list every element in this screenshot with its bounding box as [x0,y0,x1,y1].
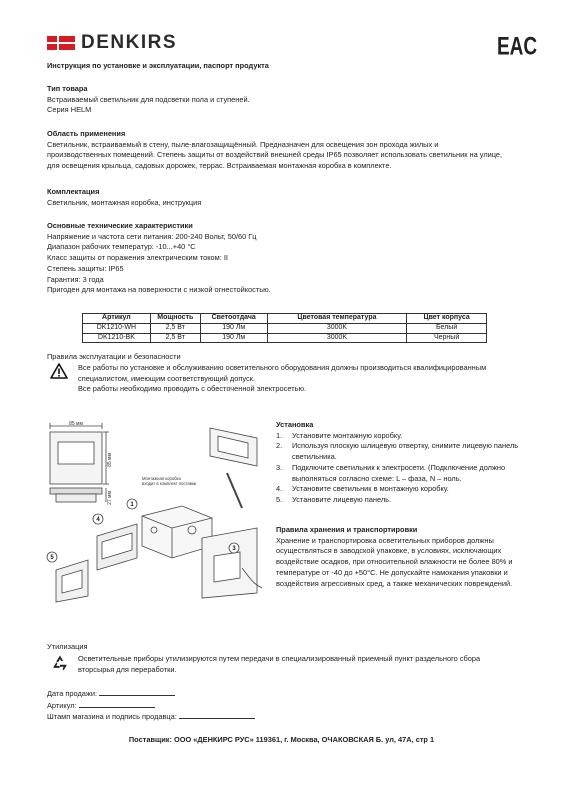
table-cell: DK1210-WH [83,323,151,333]
text-line: Хранение и транспортировка осветительных приборов должны [276,535,494,545]
spec-line: Пригоден для монтажа на поверхности с низкой огнестойкостью. [47,285,271,295]
brand-logo [47,33,177,53]
list-item: 1. Установите монтажную коробку. [276,430,403,440]
text-line: вторсырья для переработки. [78,664,177,674]
install-section [276,420,546,506]
table-cell: 190 Лм [200,333,267,343]
text-line: воздействие осадков, при относительной влажности не более 80% и [276,557,513,567]
safety-text [78,363,538,395]
table-row [83,333,487,343]
step-label: 3 [232,546,236,552]
kit-section [47,187,527,208]
install-steps [276,431,546,506]
supplier-footer: Поставщик: ООО «ДЕНКИРС РУС» 119361, г. Москва, ОЧАКОВСКАЯ Б. ул, 47А, стр 1 [128,735,435,744]
step-label: 1 [130,502,134,508]
text-line: температуре от -40 до +50°С. Не допускайте намокания упаковки и [276,567,508,577]
brand-name: DENKIRS [81,32,178,54]
spec-table [82,313,487,343]
table-row [83,323,487,333]
table-cell: DK1210-BK [83,333,151,343]
specs-section [47,221,527,296]
table-header: Артикул [83,314,151,324]
table-cell: 2,5 Вт [150,333,200,343]
sale-date-row: Дата продажи: [47,688,347,700]
dim-height-label: 85 мм [107,453,113,467]
installation-illustration [42,418,267,603]
text-line: осуществляться в заводской упаковке, в условиях, исключающих [276,546,502,556]
box-note: Монтажная коробка [142,476,181,481]
table-cell: 190 Лм [200,323,267,333]
section-heading: Установка [276,420,314,429]
spec-line: Напряжение и частота сети питания: 200-240 Вольт, 50/60 Гц [47,231,257,241]
list-item: 3. Подключите светильник к электросети. (Подключение должно выполняться согласно схеме: L – фаза, N – ноль. [276,462,506,483]
eac-mark: EAC [497,33,538,62]
stamp-field[interactable] [179,711,255,719]
table-cell: 2,5 Вт [150,323,200,333]
text-line: Серия HELM [47,105,92,115]
text-line: Все работы по установке и обслуживанию осветительного оборудования должны производиться квалифицированным [78,363,487,372]
application-section [47,129,547,172]
product-type-section [47,84,527,116]
safety-heading: Правила эксплуатации и безопасности [47,352,181,361]
text-line: Все работы необходимо проводить с обесточенной электросетью. [78,384,307,394]
text-line: Светильник, монтажная коробка, инструкция [47,197,202,207]
text-line: воздействия агрессивных сред, а также механических повреждений. [276,578,513,588]
step-label: 4 [96,517,100,523]
table-header: Цвет корпуса [407,314,487,324]
table-header: Светоотдача [200,314,267,324]
document-subtitle: Инструкция по установке и эксплуатации, паспорт продукта [47,61,269,70]
section-heading: Тип товара [47,84,88,93]
table-cell: Черный [407,333,487,343]
list-item: 5. Установите лицевую панель. [276,495,392,505]
article-row: Артикул: [47,700,347,712]
table-header: Цветовая температура [267,314,407,324]
dim-depth-label: 27 мм [107,491,113,505]
section-heading: Правила хранения и транспортировки [276,525,418,534]
text-line: Осветительные приборы утилизируются путем передачи в специализированный приемный пункт раздельного сбора [78,654,481,663]
signature-block [47,688,347,723]
stamp-row: Штамп магазина и подпись продавца: [47,711,347,723]
dim-width-label: 85 мм [69,421,83,427]
list-item: 2. Используя плоскую шлицевую отвертку, снимите лицевую панель светильника. [276,441,519,462]
text-line: Встраиваемый светильник для подсветки пола и ступеней. [47,94,250,104]
spec-line: Класс защиты от поражения электрическим током: II [47,253,228,263]
spec-line: Гарантия: 3 года [47,274,104,284]
step-label: 5 [50,555,54,561]
text-line: специалистом, имеющим соответствующий допуск. [78,373,255,383]
spec-line: Диапазон рабочих температур: -10...+40 °С [47,242,196,252]
disposal-heading: Утилизация [47,642,88,651]
recycle-icon [51,654,69,672]
box-note: входит в комплект поставки [142,481,197,486]
section-heading: Комплектация [47,187,100,196]
sale-date-field[interactable] [99,688,175,696]
table-header-row [83,314,487,324]
table-header: Мощность [150,314,200,324]
section-heading: Область применения [47,129,126,138]
section-heading: Основные технические характеристики [47,221,193,230]
article-field[interactable] [79,700,155,708]
text-line: производственных помещений. Степень защиты от воздействий внешней среды IP65 позволяет использовать светильник на улице, [47,150,503,160]
text-line: Светильник, встраиваемый в стену, пыле-влагозащищённый. Предназначен для освещения зон прохода жилых и [47,139,439,149]
flag-logo-icon [47,36,75,50]
table-cell: 3000K [267,333,407,343]
table-cell: Белый [407,323,487,333]
warning-icon [50,363,68,379]
disposal-text [78,654,548,675]
storage-section [276,525,546,589]
table-cell: 3000K [267,323,407,333]
text-line: для освещения крыльца, садовых дорожек, террас. Встраиваемая монтажная коробка в комплекте. [47,161,392,171]
spec-line: Степень защиты: IP65 [47,263,124,273]
list-item: 4. Установите светильник в монтажную коробку. [276,484,449,494]
